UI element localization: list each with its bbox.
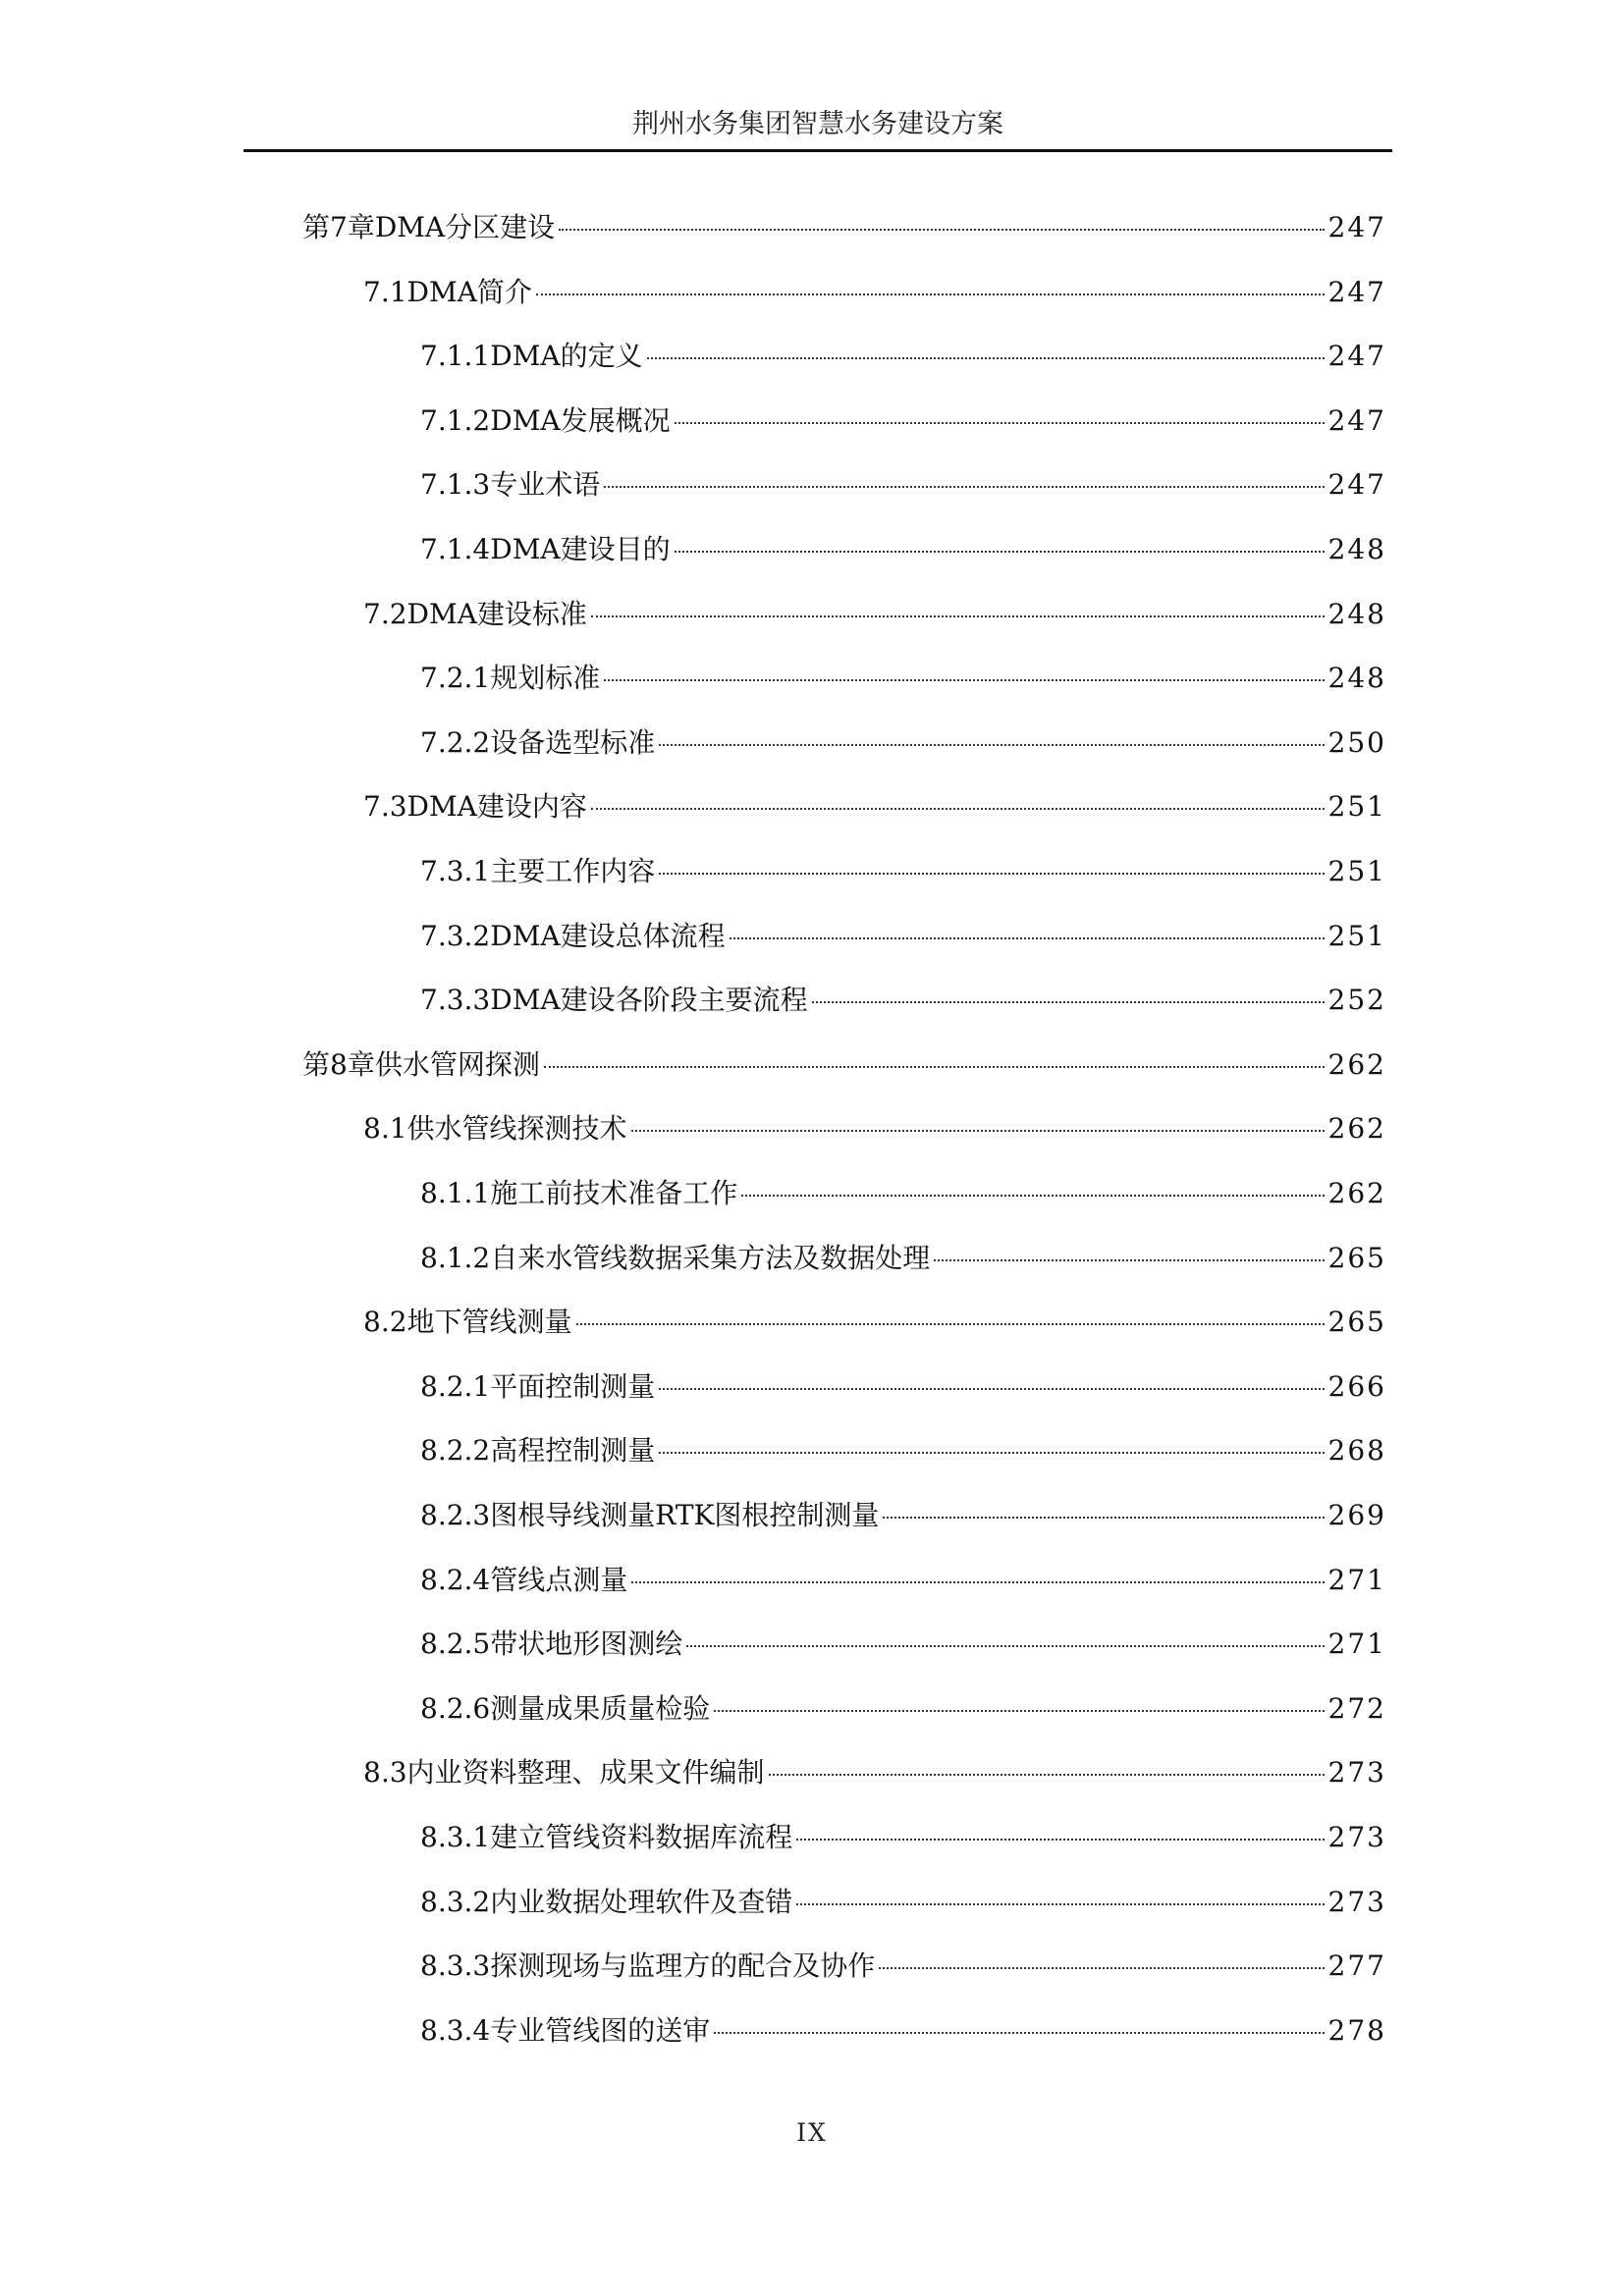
toc-entry-title: 8.2.4管线点测量 xyxy=(420,1564,628,1596)
page-header-title: 荆州水务集团智慧水务建设方案 xyxy=(632,109,1003,139)
toc-entry[interactable] xyxy=(420,337,1386,376)
toc-entry-title: 7.3DMA建设内容 xyxy=(363,790,587,823)
toc-entry-title: 8.2.3图根导线测量RTK图根控制测量 xyxy=(420,1499,880,1531)
toc-entry-page: 248 xyxy=(1327,533,1386,565)
header-rule xyxy=(244,149,1392,152)
toc-entry-title: 8.3.4专业管线图的送审 xyxy=(420,2014,711,2047)
toc-entry[interactable] xyxy=(420,1239,1386,1278)
toc-dot-leader xyxy=(714,2031,1324,2034)
toc-entry[interactable] xyxy=(363,595,1386,634)
toc-entry-title: 7.3.3DMA建设各阶段主要流程 xyxy=(420,984,808,1016)
toc-entry[interactable] xyxy=(420,401,1386,441)
toc-dot-leader xyxy=(604,485,1324,488)
page-number: IX xyxy=(796,2118,828,2147)
toc-entry-title: 8.3.3探测现场与监理方的配合及协作 xyxy=(420,1949,876,1982)
toc-entry-page: 247 xyxy=(1327,404,1386,437)
toc-entry[interactable] xyxy=(420,1689,1386,1729)
toc-entry-page: 247 xyxy=(1327,468,1386,501)
toc-entry-title: 7.1.3专业术语 xyxy=(420,468,601,501)
toc-entry-page: 271 xyxy=(1327,1628,1386,1660)
toc-entry[interactable] xyxy=(363,273,1386,312)
toc-entry[interactable] xyxy=(420,1174,1386,1213)
toc-entry[interactable] xyxy=(420,1367,1386,1407)
toc-entry-page: 251 xyxy=(1327,790,1386,823)
toc-entry-page: 265 xyxy=(1327,1242,1386,1274)
toc-entry-title: 8.3内业资料整理、成果文件编制 xyxy=(363,1756,765,1789)
toc-entry-title: 7.3.2DMA建设总体流程 xyxy=(420,920,726,952)
toc-dot-leader xyxy=(544,1065,1325,1068)
toc-entry-title: 8.2.6测量成果质量检验 xyxy=(420,1692,711,1725)
toc-entry[interactable] xyxy=(420,1947,1386,1986)
toc-entry-title: 8.1.2自来水管线数据采集方法及数据处理 xyxy=(420,1242,931,1274)
toc-dot-leader xyxy=(812,1000,1325,1003)
toc-entry[interactable] xyxy=(420,2011,1386,2051)
toc-entry-page: 247 xyxy=(1327,211,1386,243)
toc-dot-leader xyxy=(631,1129,1325,1132)
toc-dot-leader xyxy=(659,872,1324,875)
toc-entry-page: 262 xyxy=(1327,1112,1386,1145)
toc-dot-leader xyxy=(604,678,1324,681)
toc-entry-page: 273 xyxy=(1327,1756,1386,1789)
toc-entry-title: 7.2DMA建设标准 xyxy=(363,598,587,630)
toc-dot-leader xyxy=(647,356,1325,359)
toc-dot-leader xyxy=(591,614,1325,617)
toc-dot-leader xyxy=(659,743,1324,746)
toc-entry[interactable] xyxy=(420,981,1386,1020)
toc-entry[interactable] xyxy=(363,1303,1386,1342)
toc-entry[interactable] xyxy=(420,1625,1386,1664)
toc-dot-leader xyxy=(796,1838,1324,1841)
toc-dot-leader xyxy=(686,1644,1324,1647)
toc-entry-page: 248 xyxy=(1327,662,1386,694)
toc-entry-page: 251 xyxy=(1327,920,1386,952)
toc-entry[interactable] xyxy=(420,1561,1386,1600)
toc-entry[interactable] xyxy=(420,1431,1386,1470)
toc-entry[interactable] xyxy=(363,1109,1386,1148)
toc-entry[interactable] xyxy=(302,208,1386,247)
toc-entry-page: 265 xyxy=(1327,1306,1386,1338)
toc-dot-leader xyxy=(559,228,1324,231)
toc-entry-title: 8.2地下管线测量 xyxy=(363,1306,572,1338)
toc-dot-leader xyxy=(675,550,1325,553)
toc-entry-page: 247 xyxy=(1327,276,1386,308)
toc-dot-leader xyxy=(796,1902,1324,1905)
toc-dot-leader xyxy=(576,1322,1325,1325)
toc-entry-page: 278 xyxy=(1327,2014,1386,2047)
toc-entry-page: 250 xyxy=(1327,726,1386,759)
toc-entry-page: 262 xyxy=(1327,1048,1386,1081)
toc-dot-leader xyxy=(741,1194,1324,1197)
toc-entry-title: 7.3.1主要工作内容 xyxy=(420,855,656,887)
toc-entry-title: 8.2.5带状地形图测绘 xyxy=(420,1628,683,1660)
toc-entry-title: 8.3.1建立管线资料数据库流程 xyxy=(420,1821,793,1853)
toc-entry[interactable] xyxy=(420,530,1386,569)
toc-entry-page: 268 xyxy=(1327,1434,1386,1467)
toc-entry-page: 271 xyxy=(1327,1564,1386,1596)
toc-entry-title: 7.1DMA简介 xyxy=(363,276,532,308)
toc-entry[interactable] xyxy=(420,1883,1386,1922)
toc-entry[interactable] xyxy=(363,787,1386,827)
toc-dot-leader xyxy=(730,936,1325,939)
toc-entry-page: 273 xyxy=(1327,1821,1386,1853)
toc-entry-page: 269 xyxy=(1327,1499,1386,1531)
toc-entry-title: 7.2.2设备选型标准 xyxy=(420,726,656,759)
toc-entry[interactable] xyxy=(420,465,1386,505)
toc-dot-leader xyxy=(675,421,1325,424)
toc-entry[interactable] xyxy=(420,659,1386,698)
toc-dot-leader xyxy=(714,1709,1324,1712)
toc-entry-title: 8.1供水管线探测技术 xyxy=(363,1112,627,1145)
toc-entry-page: 262 xyxy=(1327,1177,1386,1209)
toc-entry-page: 252 xyxy=(1327,984,1386,1016)
toc-entry-title: 8.2.1平面控制测量 xyxy=(420,1370,656,1403)
toc-entry-title: 7.1.1DMA的定义 xyxy=(420,340,643,372)
toc-entry[interactable] xyxy=(420,1496,1386,1535)
toc-dot-leader xyxy=(879,1966,1324,1969)
toc-entry-title: 8.2.2高程控制测量 xyxy=(420,1434,656,1467)
toc-entry[interactable] xyxy=(420,852,1386,891)
toc-dot-leader xyxy=(631,1580,1324,1583)
toc-entry-title: 第7章DMA分区建设 xyxy=(302,211,556,243)
toc-dot-leader xyxy=(769,1773,1325,1776)
toc-dot-leader xyxy=(591,807,1325,810)
toc-entry-title: 7.2.1规划标准 xyxy=(420,662,601,694)
toc-entry-title: 8.3.2内业数据处理软件及查错 xyxy=(420,1886,793,1918)
toc-dot-leader xyxy=(934,1258,1324,1261)
toc-dot-leader xyxy=(883,1516,1324,1519)
toc-entry-title: 7.1.2DMA发展概况 xyxy=(420,404,671,437)
toc-entry-page: 247 xyxy=(1327,340,1386,372)
toc-entry[interactable] xyxy=(420,723,1386,763)
toc-entry-page: 272 xyxy=(1327,1692,1386,1725)
toc-entry-page: 248 xyxy=(1327,598,1386,630)
toc-entry[interactable] xyxy=(363,1753,1386,1792)
toc-entry[interactable] xyxy=(420,1818,1386,1857)
toc-dot-leader xyxy=(536,293,1325,295)
toc-dot-leader xyxy=(659,1387,1324,1390)
toc-entry[interactable] xyxy=(302,1045,1386,1085)
toc-entry-page: 273 xyxy=(1327,1886,1386,1918)
toc-entry-title: 8.1.1施工前技术准备工作 xyxy=(420,1177,738,1209)
toc-entry[interactable] xyxy=(420,917,1386,956)
toc-entry-page: 266 xyxy=(1327,1370,1386,1403)
toc-entry-page: 251 xyxy=(1327,855,1386,887)
toc-entry-page: 277 xyxy=(1327,1949,1386,1982)
toc-dot-leader xyxy=(659,1451,1324,1454)
toc-entry-title: 7.1.4DMA建设目的 xyxy=(420,533,671,565)
toc-entry-title: 第8章供水管网探测 xyxy=(302,1048,540,1081)
